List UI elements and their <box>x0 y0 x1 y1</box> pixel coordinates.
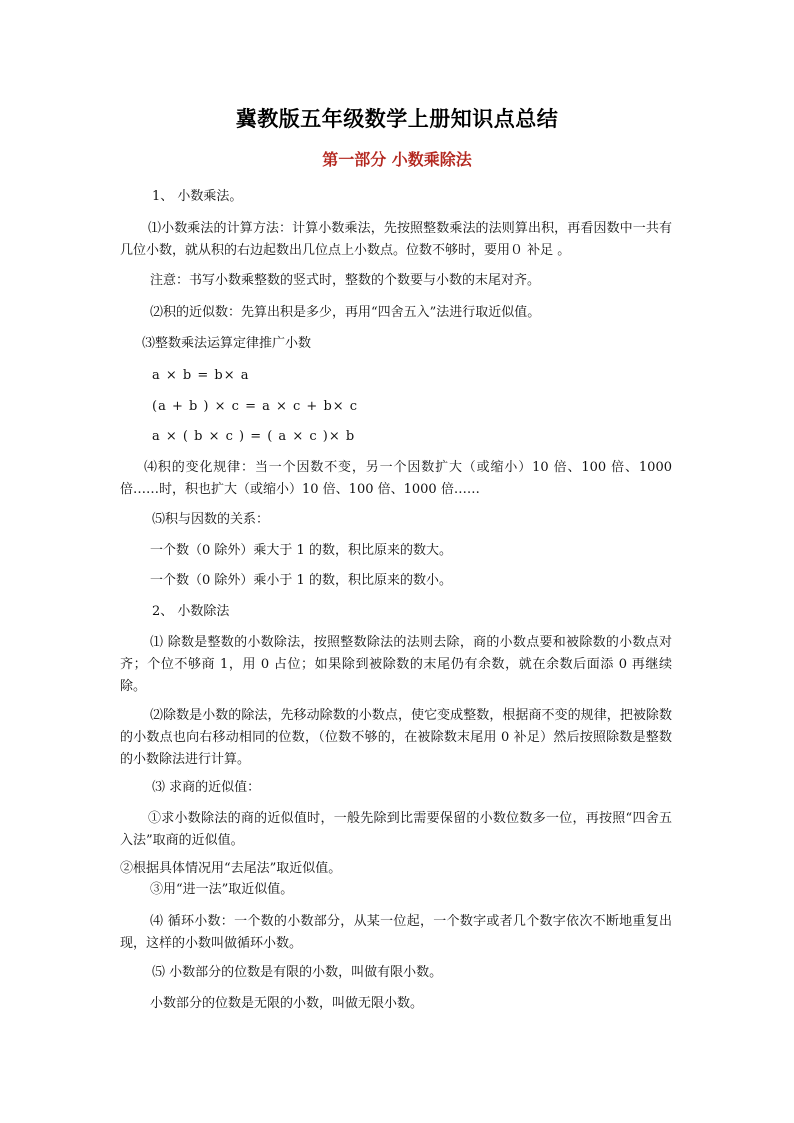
section-heading-multiplication: 1、 小数乘法。 <box>152 189 243 204</box>
paragraph-round-up-method: ③用“进一法”取近似值。 <box>150 882 294 897</box>
paragraph-decimal-divisor: ⑵除数是小数的除法，先移动除数的小数点，使它变成整数，根据商不变的规律，把被除数的小数点也向右移动相同的位数，（位数不够的，在被除数末尾用 0 补足）然后按照除数是整数的小数除法进行计算。 <box>120 708 672 767</box>
page-title: 冀教版五年级数学上册知识点总结 <box>235 106 559 131</box>
paragraph-finite-decimal: ⑸ 小数部分的位数是有限的小数，叫做有限小数。 <box>152 965 443 980</box>
paragraph-product-factor-relation: ⑸积与因数的关系： <box>152 512 270 527</box>
paragraph-integer-divisor: ⑴ 除数是整数的小数除法，按照整数除法的法则去除，商的小数点要和被除数的小数点对齐；个位不够商 1，用 0 占位；如果除到被除数的末尾仍有余数，就在余数后面添 0 再继续除。 <box>120 635 672 694</box>
paragraph-laws-heading: ⑶整数乘法运算定律推广小数 <box>142 336 312 351</box>
paragraph-truncate-method: ②根据具体情况用“去尾法”取近似值。 <box>120 861 342 876</box>
paragraph-rounding-method: ①求小数除法的商的近似值时，一般先除到比需要保留的小数位数多一位，再按照“四舍五入法”取商的近似值。 <box>120 811 672 848</box>
formula-associative: a × ( b × c ) = ( a × c )× b <box>152 429 356 444</box>
formula-commutative: a × b = b× a <box>152 368 250 383</box>
paragraph-product-change-rule: ⑷积的变化规律：当一个因数不变，另一个因数扩大（或缩小）10 倍、100 倍、1000 倍……时，积也扩大（或缩小）10 倍、100 倍、1000 倍…… <box>120 460 672 497</box>
formula-distributive: (a + b ) × c = a × c + b× c <box>152 399 359 414</box>
paragraph-repeating-decimal: ⑷ 循环小数：一个数的小数部分，从某一位起，一个数字或者几个数字依次不断地重复出现，这样的小数叫做循环小数。 <box>120 914 672 951</box>
section-heading-division: 2、 小数除法 <box>152 604 230 619</box>
paragraph-infinite-decimal: 小数部分的位数是无限的小数，叫做无限小数。 <box>150 996 424 1011</box>
part-heading: 第一部分 小数乘除法 <box>322 150 472 169</box>
paragraph-multiplication-method: ⑴小数乘法的计算方法：计算小数乘法，先按照整数乘法的法则算出积，再看因数中一共有几位小数，就从积的右边起数出几位点上小数点。位数不够时，要用０ 补足 。 <box>120 221 672 258</box>
paragraph-note: 注意：书写小数乘整数的竖式时，整数的个数要与小数的末尾对齐。 <box>150 273 541 288</box>
paragraph-less-than-one: 一个数（0 除外）乘小于 1 的数，积比原来的数小。 <box>150 573 452 588</box>
paragraph-product-approximation: ⑵积的近似数：先算出积是多少，再用“四舍五入”法进行取近似值。 <box>150 305 541 320</box>
paragraph-greater-than-one: 一个数（0 除外）乘大于 1 的数，积比原来的数大。 <box>150 543 452 558</box>
paragraph-quotient-approximation: ⑶ 求商的近似值： <box>152 780 261 795</box>
